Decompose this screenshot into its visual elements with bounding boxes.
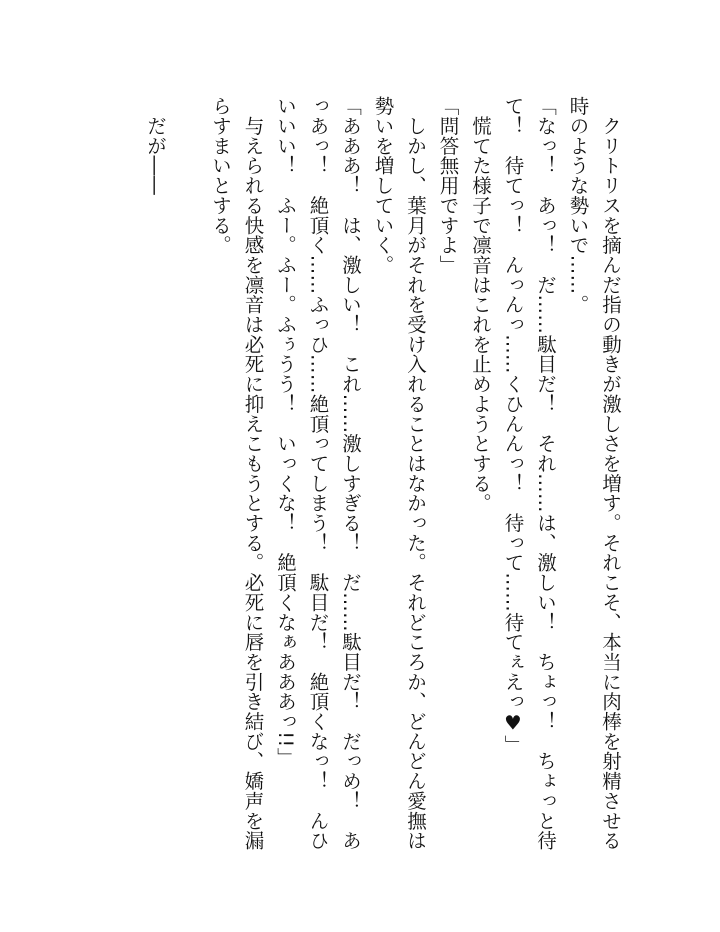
paragraph-2-dialogue: 「なっ！ あっ！ だ……駄目だ！ それ……は、激しい！ ちょっ！ ちょっと待て！ 待てっ！ んっんっ……くひんんっ！ 待って……待てぇえっ♥」 <box>501 96 557 851</box>
paragraph-7: 与えられる快感を凛音は必死に抑えこもうとする。必死に唇を引き結び、嬌声を漏らすまいとする。 <box>209 96 265 851</box>
paragraph-4-dialogue: 「問答無用ですよ」 <box>436 96 460 275</box>
paragraph-3: 慌てた様子で凛音はこれを止めようとする。 <box>469 96 492 513</box>
paragraph-6-dialogue: 「あああ！ は、激しい！ これ……激しすぎる！ だ……駄目だ！ だっめ！ あっあっ！ 絶頂く……ふっひ……絶頂ってしまう！ 駄目だ！ 絶頂くなっ！ んひいいい！ ふー。ふー。ふぅうう！ いっくな！ 絶頂くなぁあああっ!!」 <box>274 96 362 851</box>
paragraph-1: クリトリスを摘んだ指の動きが激しさを増す。それこそ、本当に肉棒を射精させる時のような勢いで……。 <box>566 96 622 851</box>
paragraph-8: だが―― <box>144 96 167 196</box>
paragraph-5: しかし、葉月がそれを受け入れることはなかった。それどころか、どんどん愛撫は勢いを増していく。 <box>371 96 427 851</box>
blank-line <box>171 96 204 856</box>
vertical-text-body <box>139 96 627 856</box>
